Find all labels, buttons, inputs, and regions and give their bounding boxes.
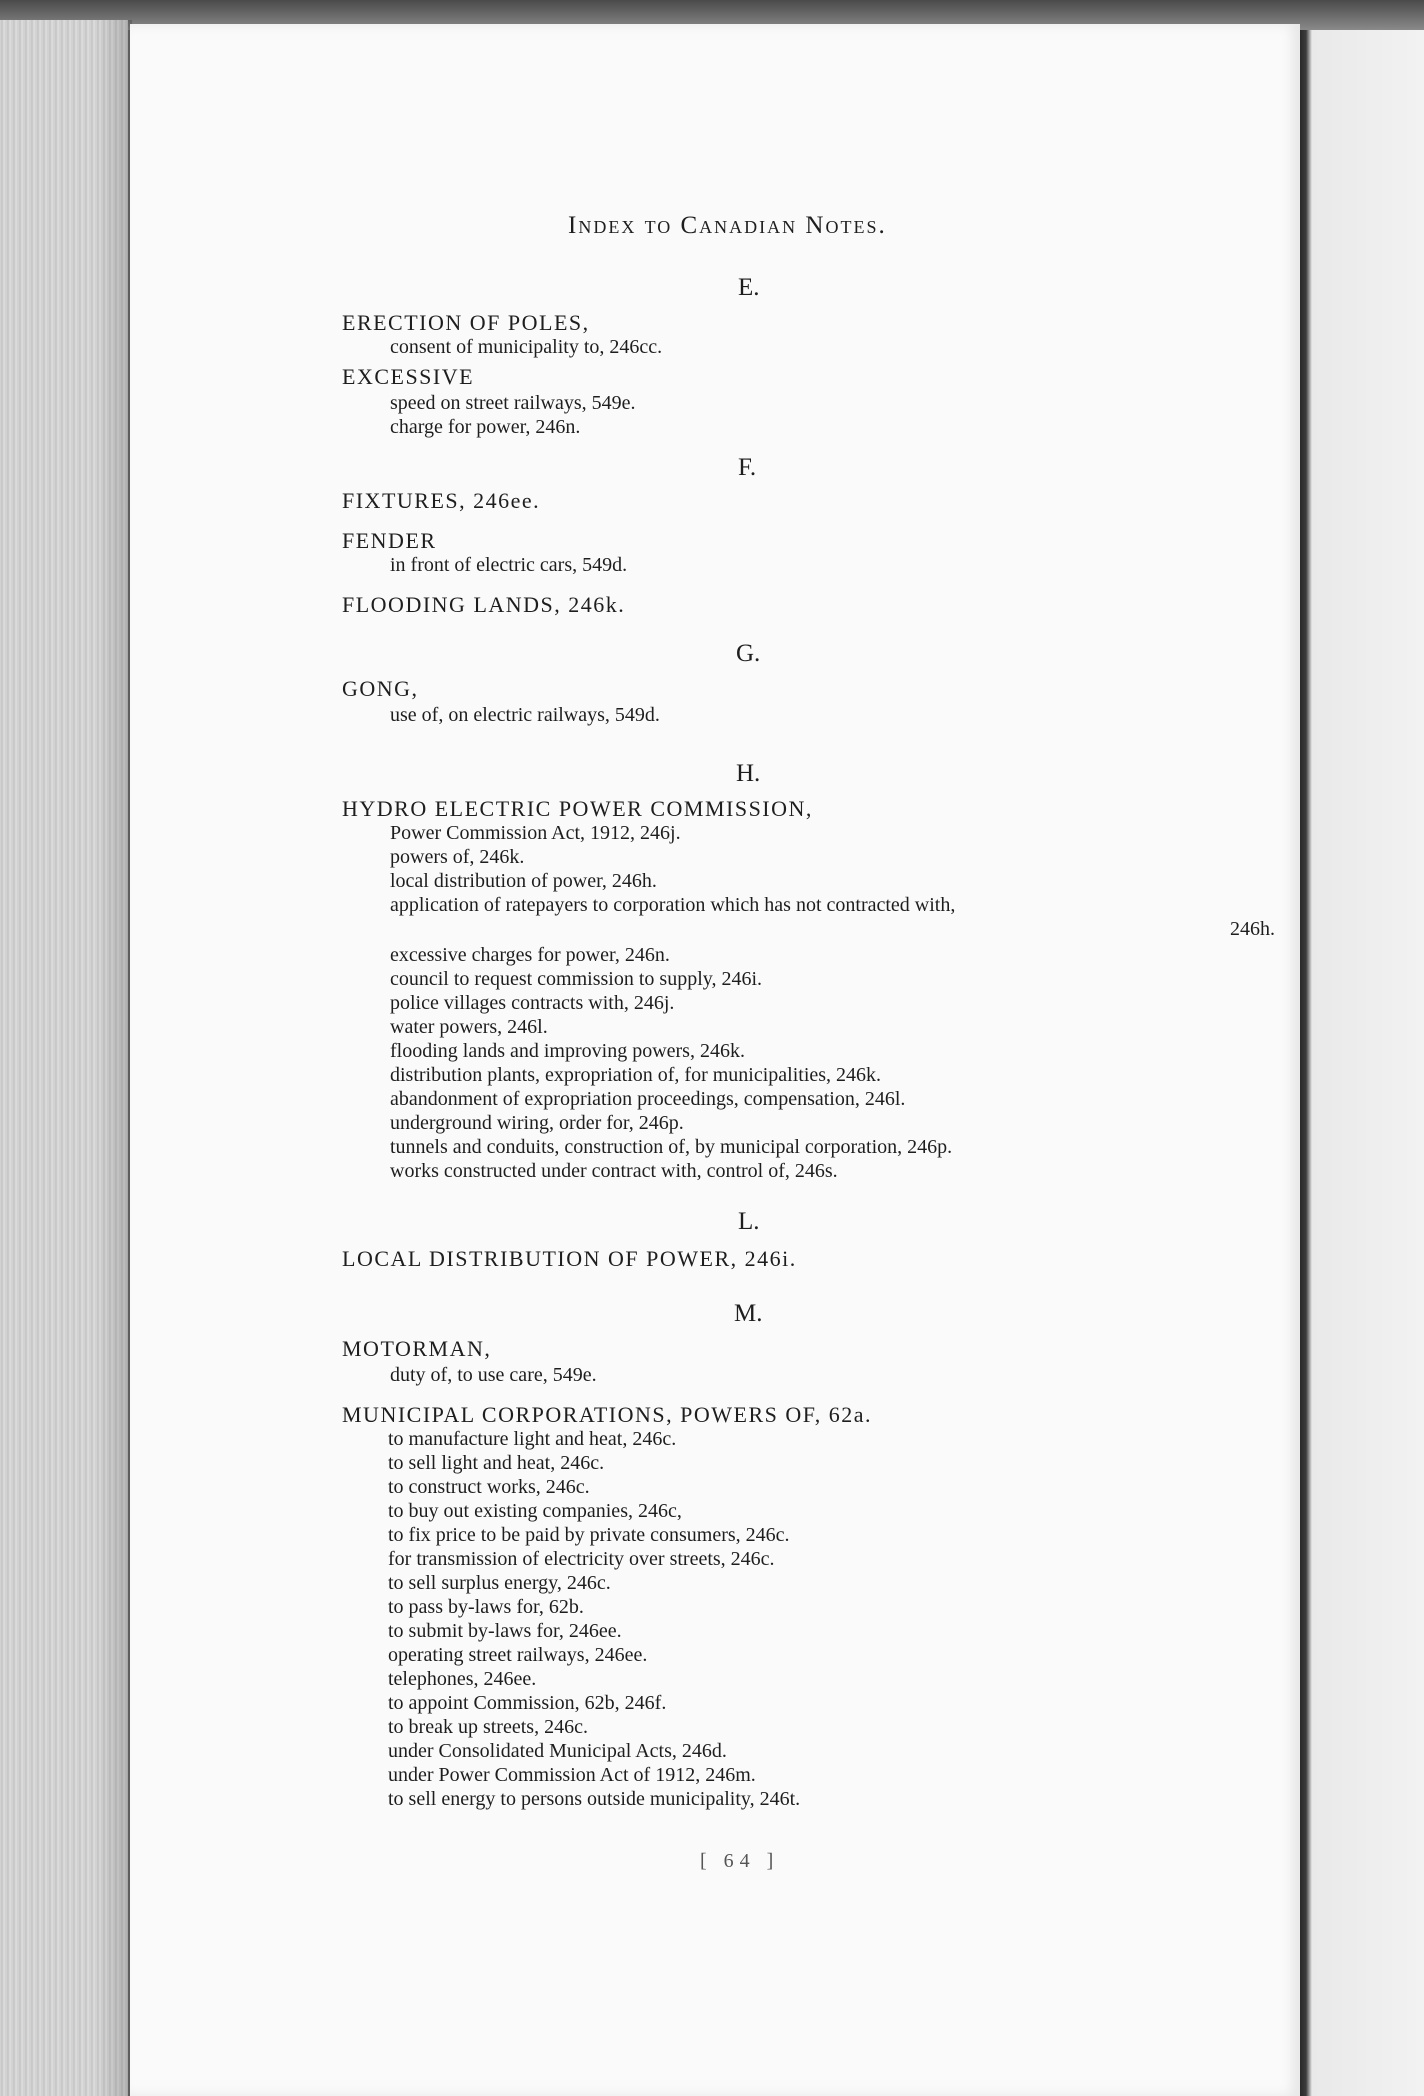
subentry: use of, on electric railways, 549d. bbox=[390, 704, 660, 726]
subentry: to break up streets, 246c. bbox=[388, 1716, 588, 1738]
entry-hydro-electric-power-commission: HYDRO ELECTRIC POWER COMMISSION, bbox=[342, 796, 813, 821]
spine-shadow bbox=[96, 20, 132, 2096]
subentry: for transmission of electricity over streets, 246c. bbox=[388, 1548, 775, 1570]
subentry: Power Commission Act, 1912, 246j. bbox=[390, 822, 681, 844]
entry-flooding-lands: FLOODING LANDS, 246k. bbox=[342, 592, 626, 617]
entry-motorman: MOTORMAN, bbox=[342, 1336, 492, 1361]
subentry: telephones, 246ee. bbox=[388, 1668, 537, 1690]
subentry: to fix price to be paid by private consumers, 246c. bbox=[388, 1524, 790, 1546]
index-page bbox=[130, 24, 1300, 2096]
subentry-continuation: 246h. bbox=[1230, 918, 1275, 940]
subentry: to submit by-laws for, 246ee. bbox=[388, 1620, 622, 1642]
entry-gong: GONG, bbox=[342, 676, 419, 701]
subentry: to sell surplus energy, 246c. bbox=[388, 1572, 611, 1594]
subentry: under Consolidated Municipal Acts, 246d. bbox=[388, 1740, 727, 1762]
subentry: works constructed under contract with, control of, 246s. bbox=[390, 1160, 838, 1182]
facing-page-edge bbox=[1300, 30, 1424, 2096]
section-letter-e: E. bbox=[738, 274, 760, 301]
section-letter-h: H. bbox=[736, 760, 761, 787]
entry-fixtures: FIXTURES, 246ee. bbox=[342, 488, 541, 513]
section-letter-l: L. bbox=[738, 1208, 760, 1235]
entry-excessive: EXCESSIVE bbox=[342, 364, 475, 389]
section-letter-f: F. bbox=[738, 454, 757, 481]
subentry: tunnels and conduits, construction of, by municipal corporation, 246p. bbox=[390, 1136, 953, 1158]
subentry: distribution plants, expropriation of, for municipalities, 246k. bbox=[390, 1064, 882, 1086]
page-number: [ 64 ] bbox=[700, 1850, 780, 1872]
entry-fender: FENDER bbox=[342, 528, 437, 553]
section-letter-m: M. bbox=[734, 1300, 763, 1327]
subentry: duty of, to use care, 549e. bbox=[390, 1364, 597, 1386]
subentry: charge for power, 246n. bbox=[390, 416, 581, 438]
subentry: to sell energy to persons outside municipality, 246t. bbox=[388, 1788, 801, 1810]
subentry: under Power Commission Act of 1912, 246m. bbox=[388, 1764, 756, 1786]
entry-erection-of-poles: ERECTION OF POLES, bbox=[342, 310, 590, 335]
subentry: underground wiring, order for, 246p. bbox=[390, 1112, 684, 1134]
subentry: police villages contracts with, 246j. bbox=[390, 992, 675, 1014]
entry-municipal-corporations: MUNICIPAL CORPORATIONS, POWERS OF, 62a. bbox=[342, 1402, 873, 1427]
subentry: speed on street railways, 549e. bbox=[390, 392, 636, 414]
subentry: water powers, 246l. bbox=[390, 1016, 548, 1038]
subentry: to appoint Commission, 62b, 246f. bbox=[388, 1692, 667, 1714]
subentry: local distribution of power, 246h. bbox=[390, 870, 657, 892]
subentry: to buy out existing companies, 246c, bbox=[388, 1500, 682, 1522]
section-letter-g: G. bbox=[736, 640, 761, 667]
entry-local-distribution-of-power: LOCAL DISTRIBUTION OF POWER, 246i. bbox=[342, 1246, 797, 1271]
subentry: council to request commission to supply, 246i. bbox=[390, 968, 763, 990]
subentry: to sell light and heat, 246c. bbox=[388, 1452, 605, 1474]
subentry: abandonment of expropriation proceedings, compensation, 246l. bbox=[390, 1088, 906, 1110]
subentry: operating street railways, 246ee. bbox=[388, 1644, 648, 1666]
subentry: application of ratepayers to corporation which has not contracted with, bbox=[390, 894, 956, 916]
subentry: consent of municipality to, 246cc. bbox=[390, 336, 663, 358]
subentry: in front of electric cars, 549d. bbox=[390, 554, 628, 576]
subentry: to construct works, 246c. bbox=[388, 1476, 590, 1498]
subentry: to manufacture light and heat, 246c. bbox=[388, 1428, 677, 1450]
subentry: powers of, 246k. bbox=[390, 846, 525, 868]
page-title: Index to Canadian Notes. bbox=[568, 212, 887, 239]
subentry: flooding lands and improving powers, 246k. bbox=[390, 1040, 745, 1062]
subentry: to pass by-laws for, 62b. bbox=[388, 1596, 584, 1618]
subentry: excessive charges for power, 246n. bbox=[390, 944, 670, 966]
